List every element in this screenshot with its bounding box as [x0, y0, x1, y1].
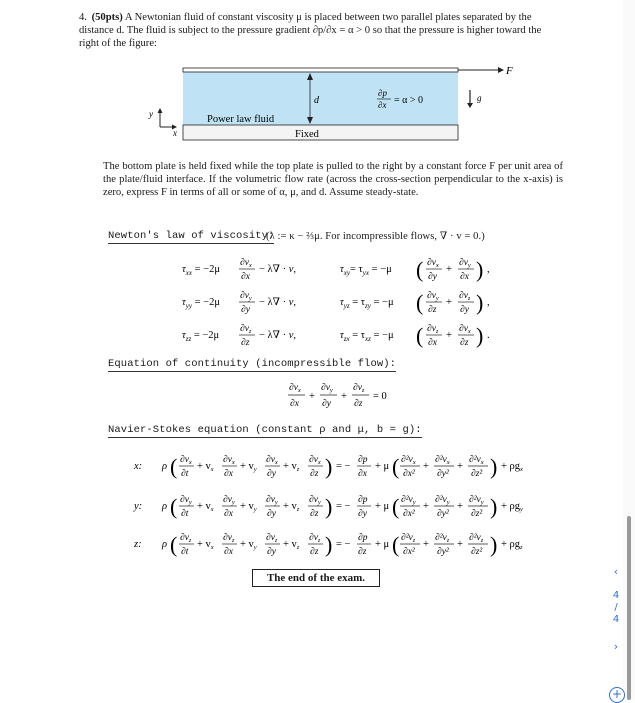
- force-arrow-head: [498, 67, 504, 73]
- svg-text:∂y: ∂y: [267, 547, 276, 557]
- svg-text:∂z²: ∂z²: [471, 469, 483, 479]
- svg-text:∂x: ∂x: [224, 509, 233, 519]
- svg-text:+ vz: + vz: [283, 461, 300, 473]
- svg-text:∂vz: $\partial v_z$: [240, 324, 252, 335]
- svg-text:∂z: ∂z: [354, 399, 363, 409]
- svg-text:= 0: = 0: [373, 391, 387, 402]
- svg-text:∂vx: $\partial v_x$: [266, 455, 278, 466]
- svg-text:+: +: [309, 391, 315, 402]
- newton-law-note: (λ := κ − ⅔μ. For incompressible flows, ∇ · v = 0.): [266, 231, 485, 242]
- svg-text:∂vy: $\partial v_y$: [180, 495, 192, 506]
- svg-text:∂p: ∂p: [358, 495, 368, 505]
- svg-text:+ vy: + vy: [240, 539, 257, 551]
- svg-text:∂y: ∂y: [460, 305, 469, 315]
- svg-text:+: +: [423, 539, 429, 550]
- svg-text:∂z: ∂z: [428, 305, 437, 315]
- fluid-label: Power law fluid: [207, 114, 275, 125]
- svg-text:∂t: ∂t: [181, 509, 189, 519]
- svg-text:∂y²: ∂y²: [437, 547, 449, 557]
- svg-text:): ): [476, 323, 484, 348]
- svg-text:∂vy: $\partial v_y$: [266, 495, 278, 506]
- prev-page-icon[interactable]: ‹: [613, 565, 619, 578]
- svg-text:∂x²: ∂x²: [403, 509, 415, 519]
- svg-text:): ): [490, 454, 498, 479]
- ns-row-label-z: z:: [134, 539, 142, 550]
- question-text: [79, 11, 562, 51]
- svg-text:+: +: [457, 461, 463, 472]
- svg-text:− λ∇ · v,: − λ∇ · v,: [259, 330, 297, 341]
- continuity-equation: [285, 378, 415, 414]
- svg-text:+ μ: + μ: [375, 501, 390, 512]
- svg-text:(: (: [416, 323, 424, 348]
- svg-text:τxx = −2μ: $\tau_{xx} = -2\mu$: [182, 264, 220, 277]
- svg-text:+: +: [446, 330, 452, 341]
- svg-text:∂²vy: $\partial^2v_y$: [401, 495, 416, 506]
- svg-text:(: (: [392, 532, 400, 557]
- svg-text:∂t: ∂t: [181, 547, 189, 557]
- svg-text:+: +: [423, 501, 429, 512]
- svg-text:∂vy: $\partial v_y$: [223, 495, 235, 506]
- svg-text:ρ: ρ: [162, 501, 168, 512]
- svg-text:∂z²: ∂z²: [471, 547, 483, 557]
- svg-text:= −: = −: [336, 461, 351, 472]
- problem-description: The bottom plate is held fixed while the top plate is pulled to the right by a constant force F per unit area of the plate/fluid interface. If the volumetric flow rate (across the cross-section perpendicular to the x-axis) is zero, express F in terms of all or some of α, μ, and d. Assume steady-state.: [103, 161, 563, 199]
- svg-text:+ ρgz: + ρgz: [501, 539, 523, 551]
- svg-text:): ): [490, 532, 498, 557]
- svg-text:∂y: ∂y: [322, 399, 331, 409]
- svg-text:(: (: [392, 494, 400, 519]
- svg-text:∂y: ∂y: [241, 305, 250, 315]
- svg-text:∂x: ∂x: [290, 399, 299, 409]
- svg-text:(: (: [170, 494, 178, 519]
- svg-text:∂vz: $\partial v_z$: [180, 533, 192, 544]
- svg-text:τxy= τyx = −μ: $\tau_{xy}= \tau_{yx} = -\mu$: [340, 264, 392, 277]
- svg-text:+ μ: + μ: [375, 461, 390, 472]
- svg-text:∂z: ∂z: [241, 338, 250, 348]
- svg-text:∂y: ∂y: [267, 509, 276, 519]
- navier-stokes-heading: Navier-Stokes equation (constant ρ and μ, b = g):: [108, 424, 422, 436]
- end-of-exam-box: The end of the exam.: [252, 569, 380, 587]
- svg-text:(: (: [170, 532, 178, 557]
- svg-text:+: +: [446, 264, 452, 275]
- svg-text:τzx = τxz = −μ: $\tau_{zx} = \tau_{xz} = -\mu$: [340, 330, 394, 343]
- svg-text:∂x: ∂x: [358, 469, 367, 479]
- svg-text:+ vx: + vx: [197, 461, 214, 473]
- svg-text:∂y²: ∂y²: [437, 469, 449, 479]
- svg-text:(: (: [416, 290, 424, 315]
- svg-text:∂z²: ∂z²: [471, 509, 483, 519]
- total-pages: 4: [612, 614, 620, 625]
- svg-text:∂z: ∂z: [460, 338, 469, 348]
- newton-law-equations: [180, 250, 520, 355]
- navier-stokes-equations: [130, 445, 570, 565]
- svg-text:∂²vz: $\partial^2v_z$: [469, 533, 484, 544]
- svg-text:x: x: [173, 128, 177, 138]
- gravity-arrow-head: [467, 103, 473, 108]
- svg-text:+ vz: + vz: [283, 501, 300, 513]
- svg-text:+ μ: + μ: [375, 539, 390, 550]
- svg-text:∂vx: $\partial v_x$: [180, 455, 192, 466]
- svg-text:∂x: ∂x: [241, 272, 250, 282]
- svg-text:∂²vz: $\partial^2v_z$: [401, 533, 416, 544]
- svg-text:∂vx: $\partial v_x$: [459, 324, 471, 335]
- svg-text:∂x: ∂x: [428, 338, 437, 348]
- svg-text:+ ρgx: + ρgx: [501, 461, 523, 473]
- current-page: 4: [612, 590, 620, 601]
- svg-text:+ vz: + vz: [283, 539, 300, 551]
- plates-figure: [140, 60, 530, 150]
- svg-text:+: +: [446, 297, 452, 308]
- svg-text:∂p: ∂p: [358, 533, 368, 543]
- axes-icon: [148, 108, 177, 138]
- svg-text:∂²vx: $\partial^2v_x$: [435, 455, 450, 466]
- continuity-heading: Equation of continuity (incompressible flow):: [108, 358, 397, 370]
- svg-text:+: +: [457, 501, 463, 512]
- svg-text:∂z: ∂z: [310, 469, 319, 479]
- gravity-label: g: [477, 93, 482, 103]
- ns-row-label-y: y:: [134, 501, 143, 512]
- scrollbar-thumb[interactable]: [627, 516, 631, 700]
- svg-text:∂vz: $\partial v_z$: [459, 291, 471, 302]
- svg-text:+ vy: + vy: [240, 461, 257, 473]
- svg-text:∂vx: $\partial v_x$: [309, 455, 321, 466]
- svg-text:(: (: [392, 454, 400, 479]
- svg-text:∂vx: $\partial v_x$: [223, 455, 235, 466]
- svg-text:): ): [476, 257, 484, 282]
- bottom-plate: [183, 125, 458, 140]
- svg-text:∂z: ∂z: [310, 509, 319, 519]
- svg-text:∂vx: $\partial v_x$: [240, 258, 252, 269]
- svg-text:.: .: [487, 330, 490, 341]
- svg-text:(: (: [416, 257, 424, 282]
- svg-text:∂vz: $\partial v_z$: [223, 533, 235, 544]
- svg-text:ρ: ρ: [162, 461, 168, 472]
- svg-text:∂y: ∂y: [428, 272, 437, 282]
- svg-text:ρ: ρ: [162, 539, 168, 550]
- svg-text:∂z: ∂z: [358, 547, 367, 557]
- svg-text:− λ∇ · v,: − λ∇ · v,: [259, 264, 297, 275]
- svg-text:∂²vx: $\partial^2v_x$: [401, 455, 416, 466]
- ns-row-label-x: x:: [134, 461, 143, 472]
- svg-text:∂z: ∂z: [310, 547, 319, 557]
- next-page-icon[interactable]: ›: [613, 640, 619, 653]
- svg-text:∂t: ∂t: [181, 469, 189, 479]
- gradient-value: = α > 0: [394, 95, 424, 106]
- svg-text:τyz = τzy = −μ: $\tau_{yz} = \tau_{zy} = -\mu$: [340, 297, 394, 310]
- svg-text:∂vy: $\partial v_y$: [309, 495, 321, 506]
- svg-text:∂vz: $\partial v_z$: [427, 324, 439, 335]
- svg-text:+ vx: + vx: [197, 539, 214, 551]
- svg-text:∂vy: $\partial v_y$: [321, 383, 333, 394]
- svg-text:∂p: ∂p: [358, 455, 368, 465]
- svg-text:∂x: ∂x: [224, 469, 233, 479]
- top-plate: [183, 68, 458, 72]
- question-points: (50pts): [91, 12, 123, 23]
- svg-text:(: (: [170, 454, 178, 479]
- svg-text:∂vx: $\partial v_x$: [427, 258, 439, 269]
- svg-text:+: +: [341, 391, 347, 402]
- svg-text:τzz = −2μ: $\tau_{zz} = -2\mu$: [182, 330, 220, 343]
- svg-text:): ): [325, 454, 333, 479]
- svg-text:+ vx: + vx: [197, 501, 214, 513]
- page-separator: /: [614, 602, 618, 613]
- svg-text:∂vy: $\partial v_y$: [427, 291, 439, 302]
- svg-text:∂²vy: $\partial^2v_y$: [469, 495, 484, 506]
- svg-text:∂x²: ∂x²: [403, 547, 415, 557]
- svg-text:+ vy: + vy: [240, 501, 257, 513]
- question-body: A Newtonian fluid of constant viscosity μ is placed between two parallel plates separated by the distance d. The fluid is subject to the pressure gradient ∂p/∂x = α > 0 so that the pressure is higher toward the right of the figure:: [79, 12, 542, 50]
- question-number: 4.: [79, 12, 87, 23]
- bottom-plate-label: Fixed: [295, 129, 319, 140]
- svg-text:∂p: ∂p: [378, 88, 387, 98]
- svg-text:∂vz: $\partial v_z$: [309, 533, 321, 544]
- svg-text:∂vx: $\partial v_x$: [289, 383, 301, 394]
- svg-text:∂²vx: $\partial^2v_x$: [469, 455, 484, 466]
- svg-text:∂y: ∂y: [358, 509, 367, 519]
- svg-text:+ ρgy: + ρgy: [501, 501, 523, 513]
- svg-text:y: y: [149, 109, 153, 119]
- force-label: F: [506, 65, 513, 77]
- svg-text:∂vy: $\partial v_y$: [459, 258, 471, 269]
- svg-text:= −: = −: [336, 539, 351, 550]
- svg-text:∂y: ∂y: [267, 469, 276, 479]
- svg-text:∂x: ∂x: [224, 547, 233, 557]
- svg-text:∂²vy: $\partial^2v_y$: [435, 495, 450, 506]
- svg-text:+: +: [457, 539, 463, 550]
- svg-text:− λ∇ · v,: − λ∇ · v,: [259, 297, 297, 308]
- svg-text:∂vy: $\partial v_y$: [240, 291, 252, 302]
- svg-text:∂vz: $\partial v_z$: [353, 383, 365, 394]
- svg-text:+: +: [423, 461, 429, 472]
- svg-text:): ): [476, 290, 484, 315]
- svg-text:∂x: ∂x: [378, 100, 387, 110]
- add-icon[interactable]: +: [609, 687, 625, 703]
- svg-text:∂y²: ∂y²: [437, 509, 449, 519]
- svg-text:∂²vz: $\partial^2v_z$: [435, 533, 450, 544]
- svg-text:,: ,: [487, 297, 490, 308]
- svg-text:= −: = −: [336, 501, 351, 512]
- svg-text:): ): [325, 494, 333, 519]
- svg-text:∂vz: $\partial v_z$: [266, 533, 278, 544]
- svg-text:): ): [325, 532, 333, 557]
- svg-text:∂x: ∂x: [460, 272, 469, 282]
- gap-label: d: [314, 95, 319, 106]
- svg-text:τyy = −2μ: $\tau_{yy} = -2\mu$: [182, 297, 220, 310]
- newton-law-heading: Newton's law of viscosity:: [108, 230, 275, 242]
- page-indicator: [606, 590, 626, 626]
- svg-text:): ): [490, 494, 498, 519]
- svg-text:,: ,: [487, 264, 490, 275]
- svg-text:∂x²: ∂x²: [403, 469, 415, 479]
